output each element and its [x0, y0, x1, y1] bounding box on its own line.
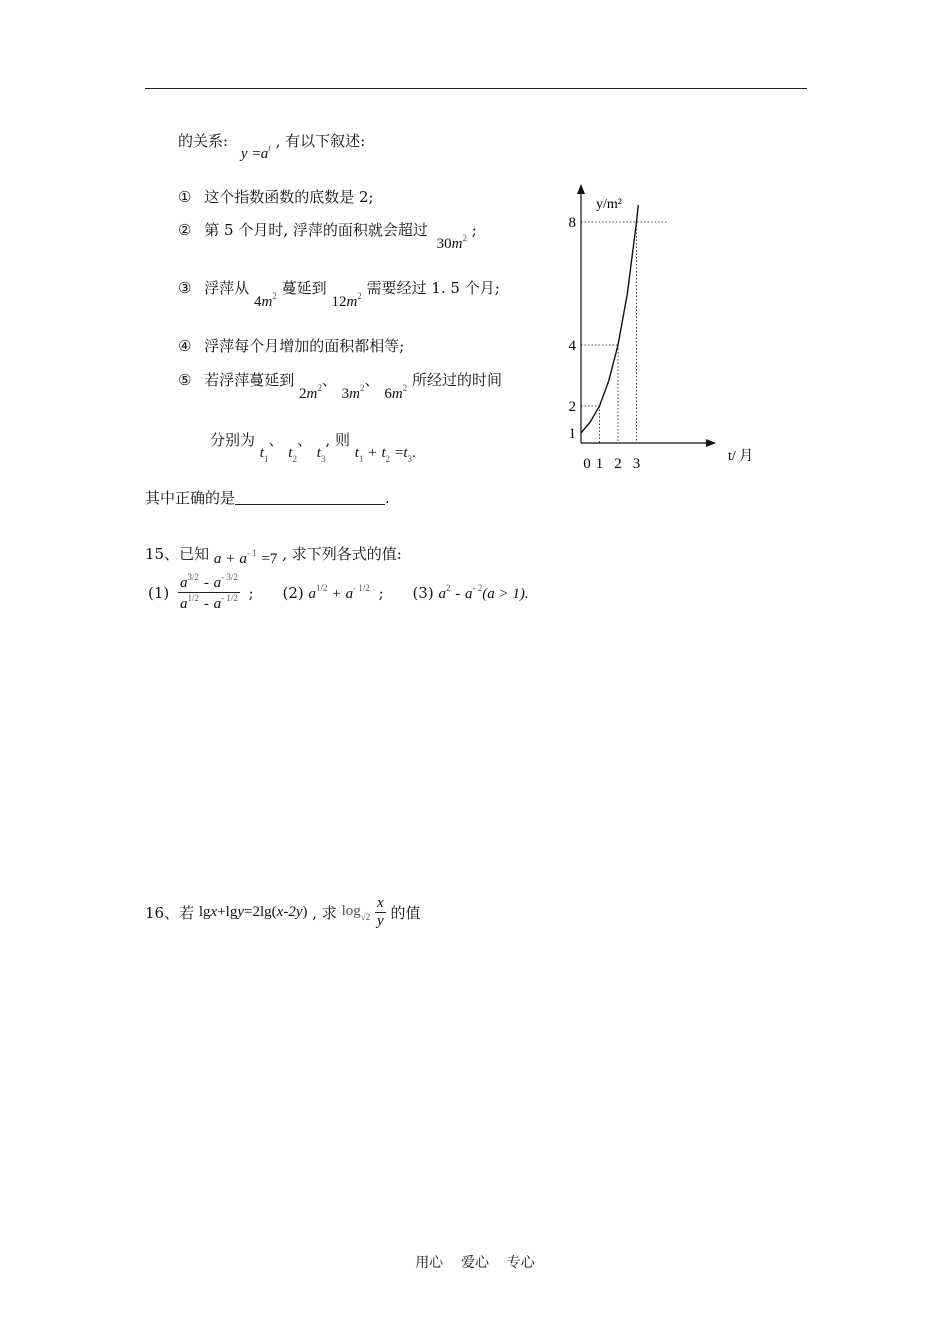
y-tick-2: 2 [568, 399, 576, 415]
statement-3-text-a: 浮萍从 [204, 279, 250, 297]
t3-sub: 3 [320, 454, 326, 464]
s5-value-2 [342, 383, 365, 403]
s5-exp-3: 2 [402, 383, 408, 393]
q15-p1-sep: ; [248, 583, 254, 602]
t2-sub: 2 [292, 454, 297, 464]
q15-part-1-label: (1) [148, 583, 170, 602]
statement-2 [178, 219, 477, 253]
q15-part-2-label: (2) [282, 583, 304, 602]
s5-v1: 2 [299, 386, 307, 402]
statement-5-tail: 所经过的时间 [411, 371, 502, 389]
q16-y: y [237, 904, 245, 920]
y-tick-1: 1 [568, 426, 576, 442]
p3-exp2: - 2 [472, 582, 483, 593]
statement-2-value [437, 233, 467, 253]
p1-a1: a [180, 575, 188, 591]
intro-line [178, 130, 365, 163]
t3: t [316, 445, 321, 461]
statement-1 [178, 186, 374, 207]
statement-5-number: ⑤ [178, 371, 192, 389]
q16-eq-2lg: =2lg( [244, 904, 277, 920]
statement-4-text: 浮萍每个月增加的面积都相等; [204, 337, 405, 355]
eq-t2: t [381, 445, 386, 461]
s2-exponent: 2 [462, 233, 467, 243]
s3-unit-2: m [346, 294, 358, 310]
s5-sep-1: 、 [321, 371, 337, 389]
p1-a2: a [213, 575, 222, 591]
s5-unit-3: m [391, 386, 403, 402]
q15-parts [148, 572, 529, 640]
s5-sep-2: 、 [364, 371, 380, 389]
s5-value-1 [299, 383, 322, 403]
s2-number: 30 [436, 236, 452, 252]
statement-1-text: 这个指数函数的底数是 2; [204, 188, 374, 206]
s5-exp-1: 2 [317, 383, 322, 393]
q16-x: x [210, 904, 218, 920]
eq-t1-sub: 1 [358, 454, 364, 464]
eq-t1: t [354, 445, 359, 461]
q16-number: 16、若 [145, 904, 195, 922]
p2-plus: + [332, 585, 341, 602]
p1-den-exp1: 1/2 [187, 593, 200, 603]
answer-blank[interactable] [235, 490, 385, 505]
q16-tail: 的值 [390, 904, 421, 922]
eq-t3-sub: 3 [407, 454, 413, 464]
statement-2-tail: ; [471, 221, 477, 239]
p1-exp2: - 3/2 [221, 572, 238, 582]
eq-plus: + [368, 445, 377, 461]
s5-exp-2: 2 [360, 383, 365, 393]
p3-a2: a [465, 585, 473, 602]
x-axis-label: t/ 月 [728, 449, 754, 464]
q16-y2: y [295, 904, 303, 920]
eq-t3: t [403, 445, 408, 461]
q15-p1-numerator [178, 572, 240, 593]
statement-4-number: ④ [178, 337, 192, 355]
q15-p1-denominator [178, 593, 240, 613]
formula-y: y [240, 146, 248, 162]
statement-5-text: 若浮萍蔓延到 [204, 371, 295, 389]
q16-log-base: √2 [360, 912, 371, 922]
eq-t2-sub: 2 [385, 454, 391, 464]
question-15 [145, 543, 402, 568]
y-tick-8: 8 [568, 215, 576, 231]
q16-ask: , 求 [312, 904, 337, 922]
q16-x2: x [276, 904, 284, 920]
q15-condition [214, 548, 278, 568]
s3-v2: 12 [331, 294, 347, 310]
chart-guides [581, 222, 667, 443]
p3-exp1: 2 [445, 582, 451, 593]
formula-y-eq-a-t [241, 143, 271, 163]
answer-line [145, 487, 390, 508]
q15-number: 15、已知 [145, 545, 210, 563]
x-axis-arrow [706, 439, 716, 447]
s5-unit-1: m [306, 386, 318, 402]
t1: t [259, 445, 264, 461]
formula-eq: = [252, 146, 261, 162]
s5-v2: 3 [341, 386, 350, 402]
statement-3-text-b: 蔓延到 [281, 279, 327, 297]
p1-a4: a [213, 596, 222, 612]
t2-wrap [288, 443, 297, 464]
q16-minus-2: -2 [283, 904, 296, 920]
answer-label: 其中正确的是 [145, 489, 236, 507]
t-sum-equation [355, 443, 416, 464]
q15-part-3-label: (3) [412, 583, 434, 602]
answer-end: . [385, 489, 390, 507]
p1-den-minus: - [203, 596, 209, 612]
x-tick-3: 3 [632, 456, 641, 472]
growth-chart [560, 178, 780, 478]
p2-a1: a [308, 585, 317, 602]
s3-unit-1: m [261, 294, 273, 310]
intro-tail: , 有以下叙述: [275, 132, 366, 150]
y-axis-label: y/m² [596, 197, 622, 212]
growth-curve [581, 205, 638, 433]
x-tick-0: 0 [583, 456, 591, 472]
intro-text: 的关系: [178, 132, 229, 150]
s5-v3: 6 [384, 386, 392, 402]
p1-den-exp2: - 1/2 [221, 593, 238, 603]
header-rule [145, 88, 807, 89]
s5-unit-2: m [349, 386, 361, 402]
statement-3 [178, 277, 500, 311]
q15-a2: a [239, 551, 247, 567]
q15-tail: , 求下列各式的值: [282, 545, 402, 563]
p2-exp1: 1/2 [316, 582, 328, 593]
p2-a2: a [345, 585, 354, 602]
s3-exp-1: 2 [272, 291, 277, 301]
x-tick-1: 1 [595, 456, 604, 472]
formula-a: a [260, 146, 269, 162]
eq-equals: = [394, 445, 404, 461]
statement-3-tail: 需要经过 1. 5 个月; [366, 279, 500, 297]
s3-exp-2: 2 [357, 291, 362, 301]
q16-equation [199, 904, 308, 921]
q16-close: ) [302, 904, 308, 920]
s2-unit: m [451, 236, 463, 252]
s3-v1: 4 [254, 294, 262, 310]
q15-p2-sep: ; [378, 583, 384, 602]
t2: t [288, 445, 293, 461]
statement-2-number: ② [178, 221, 192, 239]
x-tick-2: 2 [614, 456, 622, 472]
statement-4 [178, 335, 404, 356]
q15-part-2-expr [309, 583, 370, 603]
q16-plus-lg: +lg [217, 904, 238, 920]
s5-then: , 则 [325, 431, 350, 449]
q16-log [342, 903, 371, 922]
q16-lg1: lg [198, 904, 211, 920]
statement-5 [178, 369, 502, 403]
p3-condition: (a > 1). [482, 585, 529, 602]
y-tick-4: 4 [568, 338, 576, 354]
question-16 [145, 895, 420, 935]
t1-sub: 1 [263, 454, 269, 464]
q15-eq: =7 [261, 551, 278, 567]
q15-a: a [213, 551, 222, 567]
q15-exp: - 1 [246, 548, 257, 558]
y-axis-arrow [577, 184, 585, 194]
q15-part-3-expr [438, 583, 528, 603]
p3-minus: - [455, 585, 461, 602]
statement-2-text: 第 5 个月时, 浮萍的面积就会超过 [204, 221, 428, 239]
q15-part-1-fraction [178, 572, 240, 613]
q15-plus: + [226, 551, 235, 567]
q16-frac-num: x [377, 895, 384, 911]
t-sep-2: 、 [296, 431, 312, 449]
s5-value-3 [384, 383, 407, 403]
statement-3-value-1 [254, 291, 277, 311]
q16-fraction [375, 895, 386, 930]
s5-line2-text: 分别为 [210, 431, 256, 449]
statement-3-number: ③ [178, 279, 192, 297]
statement-1-number: ① [178, 188, 192, 206]
p2-exp2: - 1/2 [353, 582, 370, 593]
p1-exp1: 3/2 [187, 572, 200, 582]
eq-period: . [412, 445, 416, 461]
q16-log-text: log [341, 903, 361, 919]
footer [0, 1252, 950, 1272]
formula-exp-t: t [268, 143, 271, 153]
chart-tick-labels [569, 215, 641, 472]
statement-5-line-2 [210, 429, 416, 464]
p1-minus: - [203, 575, 209, 591]
t-sep-1: 、 [268, 431, 284, 449]
q16-frac-den: y [377, 913, 384, 929]
footer-text: 用心 爱心 专心 [415, 1255, 535, 1271]
statement-3-value-2 [331, 291, 361, 311]
p1-a3: a [180, 596, 188, 612]
p3-a1: a [438, 585, 446, 602]
